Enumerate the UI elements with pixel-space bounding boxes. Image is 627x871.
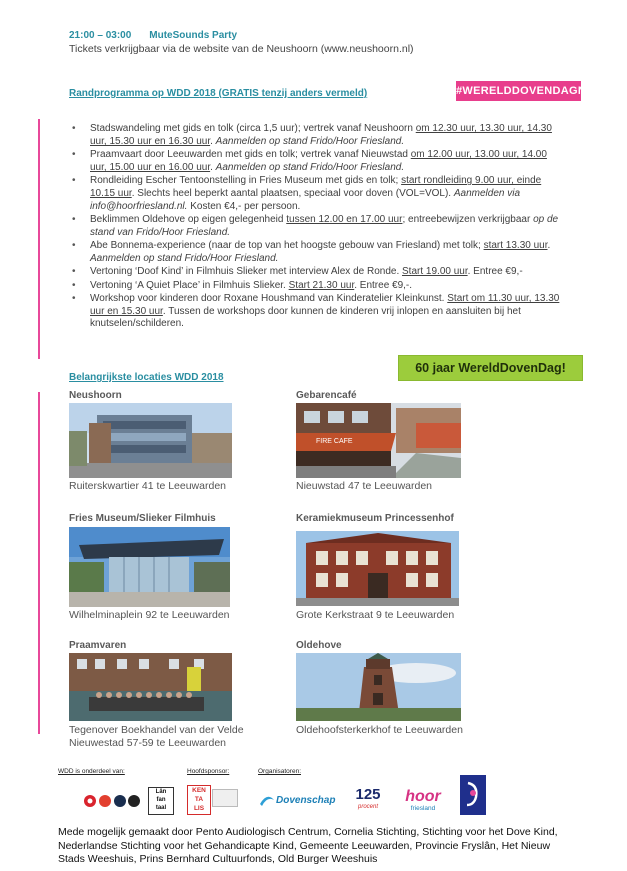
location-title: Oldehove — [296, 640, 342, 651]
label-hoofdsponsor: Hoofdsponsor: — [187, 768, 230, 775]
sponsor-small-logo — [212, 789, 238, 807]
list-item: • Rondleiding Escher Tentoonstelling in Fries Museum met gids en tolk; start rondleiding 9.00 uur, einde 10.15 uur. Slechts heel beperkt aantal plaatsen, speciaal voor doven (VOL=VOL). Aanmelden via info@hoorfriesland.nl. Kosten €4,- per persoon. — [72, 175, 562, 213]
location-title: Neushoorn — [69, 390, 122, 401]
125-procent-logo: 125 procent — [355, 786, 381, 810]
location-address: Grote Kerkstraat 9 te Leeuwarden — [296, 609, 455, 621]
location-title: Fries Museum/Slieker Filmhuis — [69, 513, 216, 524]
fries-museum-photo — [69, 527, 230, 607]
list-item: • Vertoning ‘Doof Kind’ in Filmhuis Slieker met interview Alex de Ronde. Start 19.00 uur. Entree €9,- — [72, 266, 562, 279]
partner-logos-circles — [83, 794, 141, 813]
label-organisatoren: Organisatoren: — [258, 768, 301, 775]
location-address: Wilhelminaplein 92 te Leeuwarden — [69, 609, 230, 621]
locations-heading: Belangrijkste locaties WDD 2018 — [69, 372, 224, 383]
praamvaren-photo — [69, 653, 232, 721]
party-title — [69, 30, 255, 41]
location-title: Keramiekmuseum Princessenhof — [296, 513, 454, 524]
lan-fan-taal-logo: Lân fan taal — [148, 787, 174, 815]
party-time: 21:00 – 03:00 — [69, 30, 132, 41]
location-address: Ruiterskwartier 41 te Leeuwarden — [69, 480, 226, 492]
svg-text:FIRE CAFE: FIRE CAFE — [316, 438, 353, 445]
randprogramma-heading: Randprogramma op WDD 2018 (GRATIS tenzij anders vermeld) — [69, 88, 368, 99]
location-title: Gebarencafé — [296, 390, 357, 401]
hoor-friesland-logo: hoor friesland — [405, 788, 441, 812]
jubilee-badge: 60 jaar WereldDovenDag! — [398, 355, 583, 381]
location-title: Praamvaren — [69, 640, 127, 651]
princessenhof-photo — [296, 531, 459, 606]
location-address: Nieuwstad 47 te Leeuwarden — [296, 480, 433, 492]
gebarencafe-photo — [296, 403, 461, 478]
dovenschap-logo: Dovenschap — [258, 790, 336, 812]
frido-logo — [460, 775, 486, 815]
credits-text: Mede mogelijk gemaakt door Pento Audiologisch Centrum, Cornelia Stichting, Stichting voor het Dove Kind, Nederlandse Stichting voor het Gehandicapte Kind, Gemeente Leeuwarden, Provincie Fryslân, Het Nieuw Stads Weeshuis, Prins Bernhard Cultuurfonds, Old Burger Weeshuis — [58, 826, 558, 865]
location-address: Oldehoofsterkerkhof te Leeuwarden — [296, 724, 463, 736]
party-tickets: Tickets verkrijgbaar via de website van de Neushoorn (www.neushoorn.nl) — [69, 43, 414, 55]
decorative-pink-bar — [38, 119, 40, 359]
kentalis-logo: KEN TA LIS — [187, 785, 211, 815]
location-address: Tegenover Boekhandel van der Velde Nieuwestad 57-59 te Leeuwarden — [69, 724, 244, 749]
list-item: • Beklimmen Oldehove op eigen gelegenheid tussen 12.00 en 17.00 uur; entreebewijzen verkrijgbaar op de stand van Frido/Hoor Friesland. — [72, 214, 562, 240]
oldehove-photo — [296, 653, 461, 721]
list-item: • Abe Bonnema-experience (naar de top van het hoogste gebouw van Friesland) met tolk; start 13.30 uur. Aanmelden op stand Frido/Hoor Friesland. — [72, 240, 562, 266]
hashtag-badge: #WERELDDOVENDAGNL — [456, 81, 581, 101]
neushoorn-photo — [69, 403, 232, 478]
list-item: • Stadswandeling met gids en tolk (circa 1,5 uur); vertrek vanaf Neushoorn om 12.30 uur, 13.30 uur, 14.30 uur, 15.30 uur en 16.30 uur. Aanmelden op stand Frido/Hoor Friesland. — [72, 123, 562, 149]
list-item: • Workshop voor kinderen door Roxane Houshmand van Kinderatelier Kleinkunst. Start om 11.30 uur, 13.30 uur en 15.30 uur. Tussen de workshops door kunnen de kinderen vrij inlopen en aansluiten bij het knutselen/schilderen. — [72, 293, 562, 331]
label-wdd: WDD is onderdeel van: — [58, 768, 125, 775]
decorative-pink-bar — [38, 392, 40, 734]
list-item: • Vertoning ‘A Quiet Place’ in Filmhuis Slieker. Start 21.30 uur. Entree €9,-. — [72, 280, 562, 293]
list-item: • Praamvaart door Leeuwarden met gids en tolk; vertrek vanaf Nieuwstad om 12.00 uur, 13.00 uur, 14.00 uur, 15.00 uur en 16.00 uur. Aanmelden op stand Frido/Hoor Friesland. — [72, 149, 562, 175]
program-list — [72, 123, 562, 332]
party-name: MuteSounds Party — [149, 30, 238, 41]
